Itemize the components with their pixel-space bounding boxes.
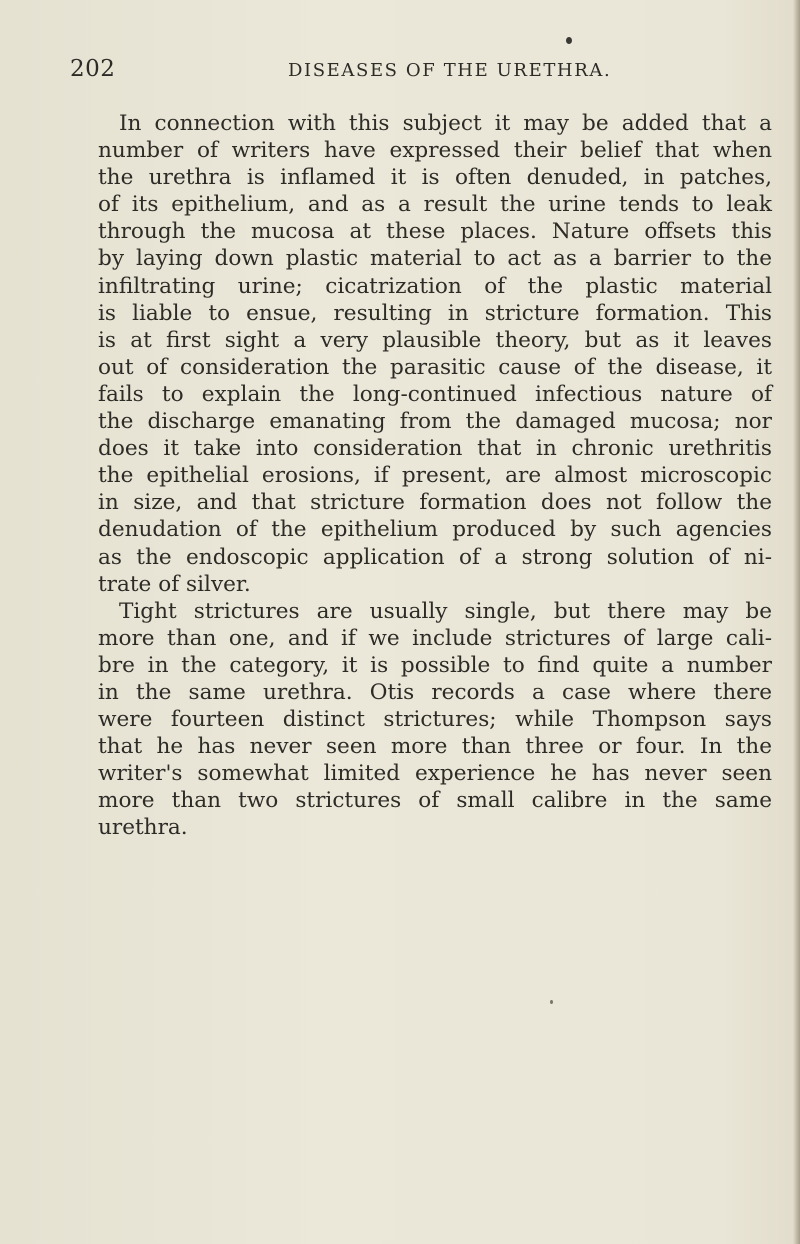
ink-speck (550, 1000, 553, 1004)
page-edge-shadow (793, 0, 800, 1244)
body-text (98, 110, 772, 842)
text-line: denudation of the epithelium produced by such agencies (98, 517, 772, 543)
text-line: writer's somewhat limited experience he has never seen (98, 761, 772, 787)
text-line: infiltrating urine; cicatrization of the plastic material (98, 273, 772, 299)
text-line: more than one, and if we include strictures of large cali- (98, 625, 772, 651)
text-line: that he has never seen more than three or four. In the (98, 734, 772, 760)
text-line: the epithelial erosions, if present, are almost microscopic (98, 463, 772, 489)
text-line: by laying down plastic material to act as a barrier to the (98, 246, 772, 272)
ink-dot (566, 37, 572, 44)
text-line: is at first sight a very plausible theory, but as it leaves (98, 327, 772, 353)
text-line: the urethra is inflamed it is often denuded, in patches, (98, 165, 772, 191)
text-line: the discharge emanating from the damaged mucosa; nor (98, 409, 772, 435)
text-line: were fourteen distinct strictures; while Thompson says (98, 707, 772, 733)
text-line: bre in the category, it is possible to find quite a number (98, 652, 772, 678)
text-line: fails to explain the long-continued infectious nature of (98, 381, 772, 407)
text-line: in the same urethra. Otis records a case where there (98, 679, 772, 705)
text-line: as the endoscopic application of a strong solution of ni- (98, 544, 772, 570)
text-line: number of writers have expressed their belief that when (98, 138, 772, 164)
text-line: out of consideration the parasitic cause of the disease, it (98, 354, 772, 380)
page-header (70, 56, 760, 88)
text-line: through the mucosa at these places. Nature offsets this (98, 219, 772, 245)
text-line: of its epithelium, and as a result the urine tends to leak (98, 192, 772, 218)
page-number: 202 (70, 56, 116, 82)
text-line: does it take into consideration that in chronic urethritis (98, 436, 772, 462)
text-line: is liable to ensue, resulting in stricture formation. This (98, 300, 772, 326)
text-line: urethra. (98, 815, 188, 841)
text-line: more than two strictures of small calibre in the same (98, 788, 772, 814)
text-line: trate of silver. (98, 571, 251, 597)
text-line: in size, and that stricture formation does not follow the (98, 490, 772, 516)
text-line: Tight strictures are usually single, but there may be (119, 598, 772, 624)
running-title: DISEASES OF THE URETHRA. (288, 60, 612, 81)
text-line: In connection with this subject it may be added that a (119, 111, 772, 136)
